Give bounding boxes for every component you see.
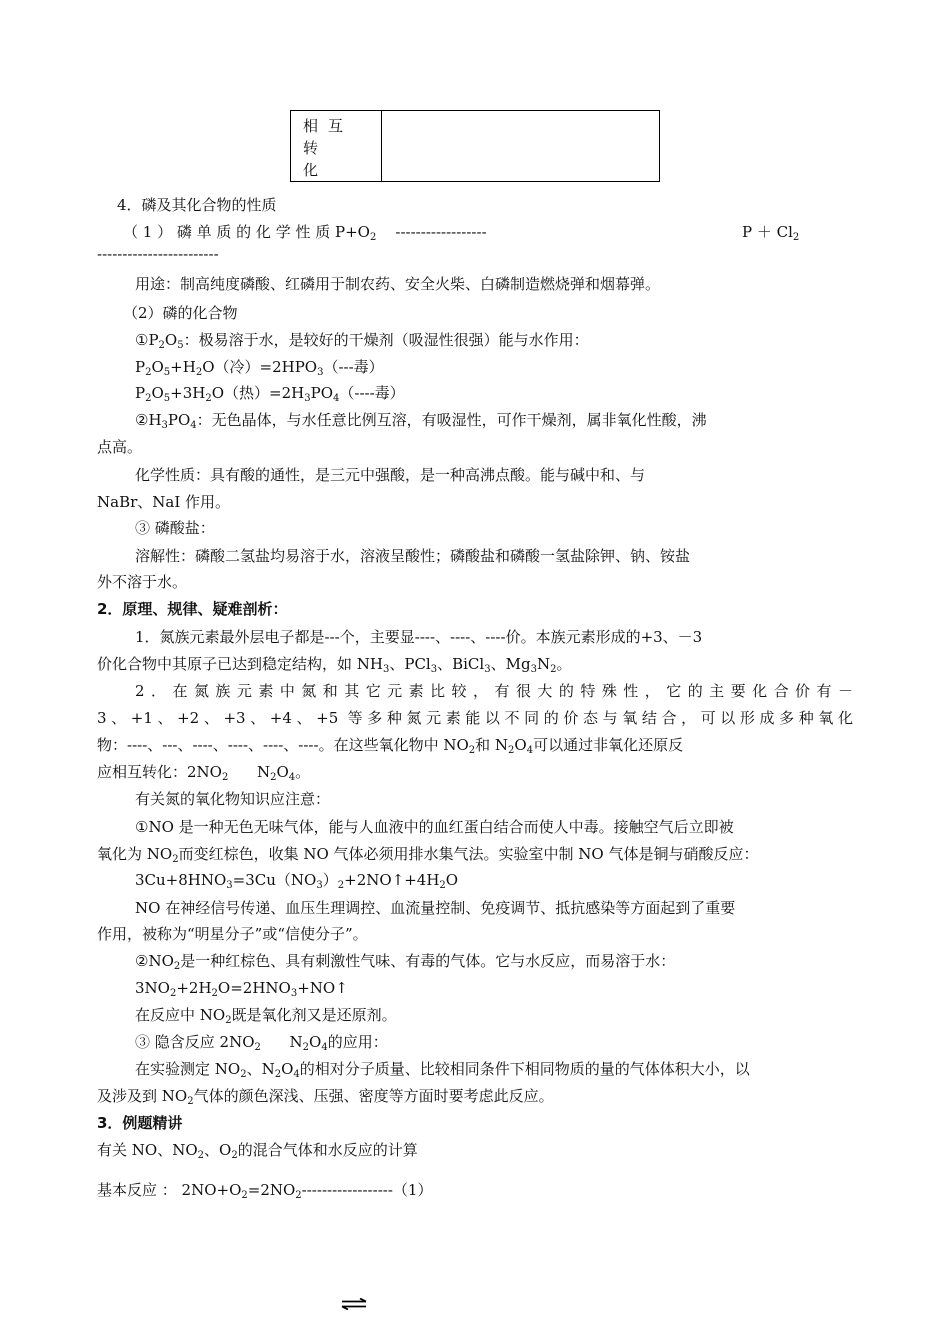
nitrogen-p1-line2: 价化合物中其原子已达到稳定结构，如 $NH_3$、PCl$_3$、BiCl$_3$、$Mg_3N_2$。: [97, 655, 572, 675]
text: O=2HNO: [217, 979, 291, 997]
nitrogen-p2-line1: [135, 681, 853, 701]
blank: ------------------: [395, 223, 487, 241]
text: 的应用：: [327, 1033, 388, 1051]
text: 的相对分子质量、比较相同条件下相同物质的量的气体体积大小，以: [299, 1060, 750, 1078]
section-2-heading: 2．原理、规律、疑难剖析：: [97, 600, 288, 618]
p2o5-cold-equation: $P_2O_5+H_2O$（冷）$=2HPO_3(---$毒）: [135, 358, 384, 378]
text: +NO↑: [297, 979, 348, 997]
table-label-line1: 相互转: [303, 117, 354, 157]
redox-line: 在反应中 $NO_2$既是氧化剂又是还原剂。: [135, 1006, 397, 1026]
phosphorus-chlorine: [742, 222, 799, 242]
text: 而变红棕色，收集 NO 气体必须用排水集气法。实验室中制 NO 气体是铜与硝酸反应：: [178, 845, 759, 863]
text: （ 1 ） 磷 单 质 的 化 学 性 质 P+O: [123, 223, 370, 241]
p2o5-hot-equation: $P_2O_5+3H_2O$（热）$=2H_3PO_4(----$毒）: [135, 384, 405, 404]
copper-equation: $3Cu+8HNO_3=3Cu(NO_3)_2+2NO↑+4H_2O$: [135, 871, 459, 891]
text: =2NO: [247, 1181, 296, 1199]
phosphorus-properties-line: [123, 222, 487, 242]
no-line2: 氧化为 $NO_2$而变红棕色，收集 NO 气体必须用排水集气法。实验室中制 NO 气体是铜与硝酸反应：: [97, 845, 759, 865]
text: 氧化为 NO: [97, 845, 173, 863]
no-line1: ①NO 是一种无色无味气体，能与人血液中的血红蛋白结合而使人中毒。接触空气后立即被: [135, 818, 734, 836]
nitrogen-p2-line2: [97, 708, 853, 728]
note-line: 有关氮的氧化物知识应注意：: [135, 790, 331, 808]
chem-props-line2: NaBr、NaI 作用。: [97, 493, 231, 511]
table-label-cell: [291, 111, 382, 182]
hidden-reaction-line: ③ 隐含反应 $2NO_2$ $N_2O_4$的应用：: [135, 1033, 388, 1053]
sub: 2: [369, 232, 377, 243]
text: ------------------（1）: [301, 1181, 433, 1199]
text: 是一种红棕色、具有刺激性气味、有毒的气体。它与水反应，而易溶于水：: [180, 952, 676, 970]
text: 基本反应 ： 2NO+O: [97, 1181, 242, 1199]
text: =3Cu（NO: [232, 871, 317, 889]
table-empty-cell: [382, 111, 660, 182]
experiment-line2: 及涉及到 $NO_2$气体的颜色深浅、压强、密度等方面时要考虑此反应。: [97, 1087, 554, 1107]
no2-line: $②NO_2$是一种红棕色、具有刺激性气味、有毒的气体。它与水反应，而易溶于水：: [135, 952, 676, 972]
text: （---毒）: [323, 358, 384, 376]
text: ③ 隐含反应 2NO: [135, 1033, 255, 1051]
text: 3、+1、+2、+3、+4、+5 等多种氮元素能以不同的价态与氧结合，可以形成多种氧化: [97, 709, 853, 727]
text: +2NO↑+4H: [344, 871, 440, 889]
chem-props-line1: 化学性质：具有酸的通性，是三元中强酸，是一种高沸点酸。能与碱中和、与: [135, 466, 646, 484]
solubility-line1: 溶解性：磷酸二氢盐均易溶于水，溶液呈酸性；磷酸盐和磷酸一氢盐除钾、钠、铵盐: [135, 547, 691, 565]
sub: 2: [792, 232, 800, 243]
text: 物：----、---、----、----、----、----。在这些氧化物中 NO: [97, 736, 469, 754]
text: 应相互转化：2NO: [97, 763, 222, 781]
text: （----毒）: [339, 384, 405, 402]
basic-reaction-line: 基本反应 ： $2NO+O_2=2NO_2------------------(1)$: [97, 1181, 433, 1201]
h3po4-line: $②H_3PO_4$：无色晶体，与水任意比例互溶，有吸湿性，可作干燥剂，属非氧化性酸，沸: [135, 411, 707, 431]
section-4-title: 4．磷及其化合物的性质: [117, 196, 277, 214]
nitrogen-p2-line4: 应相互转化：$2NO_2$ $N_2O_4$。: [97, 763, 311, 783]
text: （热）=2H: [224, 384, 305, 402]
text: 气体的颜色深浅、压强、密度等方面时要考虑此反应。: [193, 1087, 554, 1105]
nitrogen-p1-line1: 1．氮族元素最外层电子都是---个，主要显----、----、----价。本族元素形成的+3、－3: [135, 628, 703, 646]
text: 价化合物中其原子已达到稳定结构，如 NH: [97, 655, 383, 673]
text: 极易溶于水，是较好的干燥剂（吸湿性很强）能与水作用：: [198, 331, 589, 349]
text: （冷）=2HPO: [214, 358, 318, 376]
blank-line: ------------------------: [97, 245, 219, 263]
text: 和 N: [475, 736, 509, 754]
nitrogen-p2-line3: 物：----、---、----、----、----、----。在这些氧化物中 $NO_2$和 $N_2O_4$可以通过非氧化还原反: [97, 736, 684, 756]
text: 在实验测定 NO: [135, 1060, 241, 1078]
text: 2．在氮族元素中氮和其它元素比较，有很大的特殊性，它的主要化合价有－: [135, 682, 853, 700]
text: P ＋ Cl: [742, 223, 793, 241]
table-label-line2: 化: [303, 161, 319, 179]
equilibrium-arrow-icon: [340, 1298, 368, 1310]
text: O: [445, 871, 459, 889]
p2o5-line: $①P_2O_5$：极易溶于水，是较好的干燥剂（吸湿性很强）能与水作用：: [135, 331, 589, 351]
compounds-heading: （2）磷的化合物: [123, 304, 238, 322]
mixed-gas-line: 有关 NO、$NO_2$、$O_2$的混合气体和水反应的计算: [97, 1141, 418, 1161]
section-3-heading: 3．例题精讲: [97, 1114, 183, 1132]
solubility-line2: 外不溶于水。: [97, 573, 188, 591]
no2-water-equation: $3NO_2+2H_2O=2HNO_3+NO↑$: [135, 979, 348, 999]
text: 3Cu+8HNO: [135, 871, 227, 889]
h3po4-line2: 点高。: [97, 438, 143, 456]
bio-line2: 作用，被称为“明星分子”或“信使分子”。: [97, 925, 368, 943]
text: 可以通过非氧化还原反: [533, 736, 684, 754]
conversion-table: [290, 110, 660, 182]
bio-line1: NO 在神经信号传递、血压生理调控、血流量控制、免疫调节、抵抗感染等方面起到了重要: [135, 899, 736, 917]
experiment-line1: 在实验测定 $NO_2$、$N_2O_4$的相对分子质量、比较相同条件下相同物质的量的气体体积大小，以: [135, 1060, 750, 1080]
text: ：无色晶体，与水任意比例互溶，有吸湿性，可作干燥剂，属非氧化性酸，沸: [196, 411, 707, 429]
text: 的混合气体和水反应的计算: [237, 1141, 418, 1159]
text: 既是氧化剂又是还原剂。: [231, 1006, 397, 1024]
phosphate-heading: ③ 磷酸盐：: [135, 519, 215, 537]
use-line: 用途：制高纯度磷酸、红磷用于制农药、安全火柴、白磷制造燃烧弹和烟幕弹。: [135, 275, 661, 293]
